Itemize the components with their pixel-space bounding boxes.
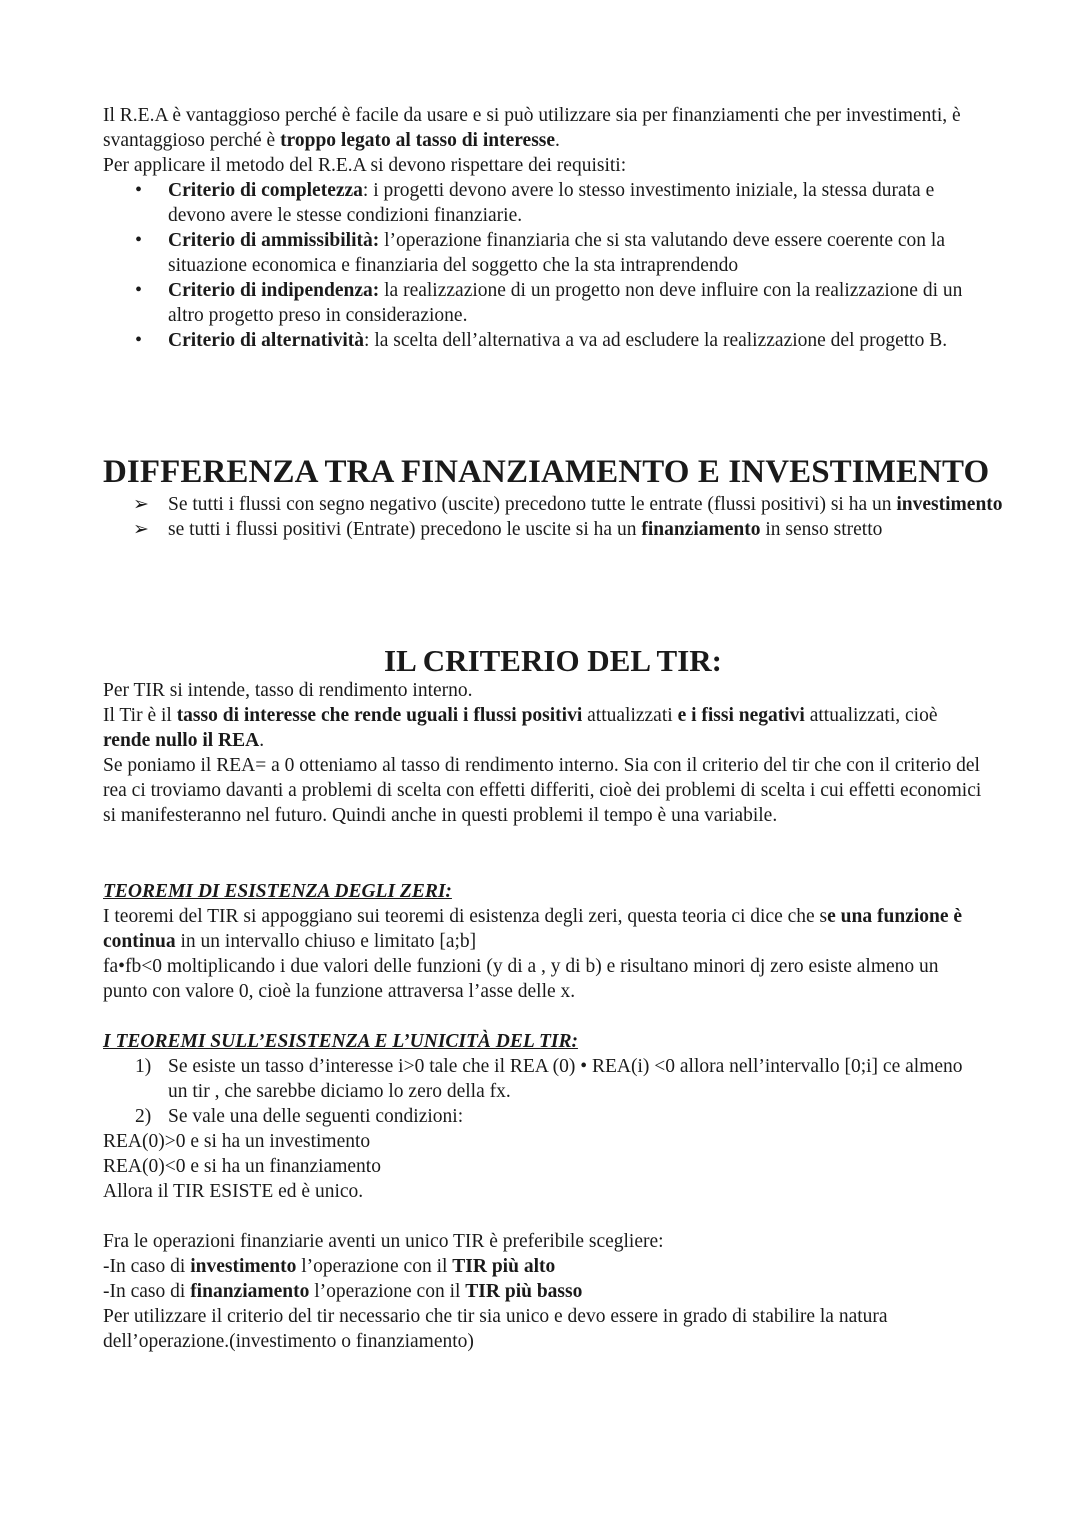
teoremi-tir-list (103, 1054, 983, 1129)
arrow-bullet-icon: ➢ (133, 519, 149, 540)
rea-intro-paragraph (103, 103, 983, 153)
list-item (103, 178, 983, 228)
bullet-icon: • (135, 279, 143, 301)
list-item (103, 328, 983, 353)
text-run: I teoremi del TIR si appoggiano sui teoremi di esistenza degli zeri, questa teoria ci dice che s (103, 906, 828, 927)
text-run: l’operazione con il (296, 1256, 453, 1277)
differenza-section (103, 452, 1003, 542)
bold-text: investimento (190, 1256, 297, 1277)
item-text: Se vale una delle seguenti condizioni: (168, 1106, 464, 1127)
condition-finanziamento: REA(0)<0 e si ha un finanziamento (103, 1156, 381, 1177)
bold-text: finanziamento (190, 1281, 310, 1302)
criterion-text: : la scelta dell’alternativa a va ad escludere la realizzazione del progetto B. (364, 330, 948, 351)
condition-investimento: REA(0)>0 e si ha un investimento (103, 1131, 371, 1152)
bold-text: e una funzione è continua (103, 906, 963, 952)
bold-text: investimento (896, 494, 1003, 515)
text-run: l’operazione con il (309, 1281, 466, 1302)
bold-text: TIR più basso (465, 1281, 583, 1302)
text-run: Il R.E.A è vantaggioso perché è facile da usare e si può utilizzare sia per finanziamenti che per investimenti, è svantaggioso perché è (103, 105, 961, 151)
item-number: 2) (135, 1106, 152, 1127)
bold-text: troppo legato al tasso di interesse (280, 130, 556, 151)
teoremi-tir-heading: I TEOREMI SULL’ESISTENZA E L’UNICITÀ DEL TIR: (103, 1031, 578, 1052)
teoremi-zeri-paragraph (103, 904, 983, 954)
list-item (103, 492, 1003, 517)
list-item (103, 1054, 983, 1104)
text-run: -In caso di (103, 1281, 191, 1302)
bold-text: rende nullo il REA (103, 730, 260, 751)
teoremi-zeri-paragraph-2: fa•fb<0 moltiplicando i due valori delle funzioni (y di a , y di b) e risultano minori dj zero esiste almeno un punto con valore 0, cioè la funzione attraversa l’asse delle x. (103, 956, 939, 1002)
scelta-final: Per utilizzare il criterio del tir necessario che tir sia unico e devo essere in grado di stabilire la natura dell’operazione.(investimento o finanziamento) (103, 1306, 888, 1352)
tir-paragraph-1 (103, 703, 983, 753)
tir-section (103, 642, 1003, 680)
criterion-text: : i progetti devono avere lo stesso investimento iniziale, la stessa durata e devono avere le stesse condizioni finanziarie. (168, 180, 935, 226)
criterion-text: la realizzazione di un progetto non deve influire con la realizzazione di un altro progetto preso in considerazione. (168, 280, 963, 326)
text-run: . (555, 130, 560, 151)
rea-section (103, 103, 983, 353)
teoremi-tir-section (103, 1029, 983, 1204)
list-item (103, 517, 1003, 542)
list-item (103, 1104, 983, 1129)
tir-conclusion: Allora il TIR ESISTE ed è unico. (103, 1181, 364, 1202)
bullet-icon: • (135, 329, 143, 351)
tir-paragraph-2: Se poniamo il REA= a 0 otteniamo al tasso di rendimento interno. Sia con il criterio del tir che con il criterio del rea ci troviamo davanti a problemi di scelta con effetti differiti, cioè dei problemi di scelta i cui effetti economici si manifesteranno nel futuro. Quindi anche in questi problemi il tempo è una variabile. (103, 755, 982, 826)
list-item (103, 228, 983, 278)
teoremi-zeri-heading: TEOREMI DI ESISTENZA DEGLI ZERI: (103, 881, 452, 902)
tir-heading: IL CRITERIO DEL TIR: (384, 643, 722, 678)
differenza-list (103, 492, 1003, 542)
item-number: 1) (135, 1056, 152, 1077)
bold-text: finanziamento (641, 519, 761, 540)
differenza-item-text (168, 519, 882, 540)
tir-body (103, 678, 983, 828)
text-run: attualizzati, cioè (804, 705, 938, 726)
text-run: in senso stretto (760, 519, 883, 540)
text-run: se tutti i flussi positivi (Entrate) precedono le uscite si ha un (168, 519, 642, 540)
text-run: attualizzati (582, 705, 678, 726)
rea-requirements-intro: Per applicare il metodo del R.E.A si devono rispettare dei requisiti: (103, 155, 627, 176)
arrow-bullet-icon: ➢ (133, 494, 149, 515)
bullet-icon: • (135, 179, 143, 201)
bold-text: tasso di interesse che rende uguali i flussi positivi (176, 705, 583, 726)
rea-criteria-list (103, 178, 983, 353)
criterion-term: Criterio di ammissibilità: (168, 230, 380, 251)
text-run: -In caso di (103, 1256, 191, 1277)
scelta-intro: Fra le operazioni finanziarie aventi un unico TIR è preferibile scegliere: (103, 1231, 664, 1252)
tir-definition: Per TIR si intende, tasso di rendimento interno. (103, 680, 473, 701)
bold-text: e i fissi negativi (677, 705, 805, 726)
bold-text: TIR più alto (452, 1256, 556, 1277)
criterion-term: Criterio di alternatività (168, 330, 365, 351)
text-run: in un intervallo chiuso e limitato [a;b] (175, 931, 477, 952)
text-run: . (259, 730, 265, 751)
scelta-investimento (103, 1254, 983, 1279)
text-run: Se tutti i flussi con segno negativo (uscite) precedono tutte le entrate (flussi positivi) si ha un (168, 494, 897, 515)
teoremi-zeri-section (103, 879, 983, 1004)
item-text: Se esiste un tasso d’interesse i>0 tale che il REA (0) • REA(i) <0 allora nell’intervallo [0;i] ce almeno un tir , che sarebbe diciamo lo zero della fx. (168, 1056, 963, 1102)
criterion-term: Criterio di completezza (168, 180, 363, 201)
differenza-heading: DIFFERENZA TRA FINANZIAMENTO E INVESTIMENTO (103, 454, 990, 490)
text-run: Il Tir è il (103, 705, 177, 726)
bullet-icon: • (135, 229, 143, 251)
scelta-section (103, 1229, 983, 1354)
scelta-finanziamento (103, 1279, 983, 1304)
list-item (103, 278, 983, 328)
criterion-term: Criterio di indipendenza: (168, 280, 380, 301)
differenza-item-text (168, 494, 1003, 515)
criterion-text: l’operazione finanziaria che si sta valutando deve essere coerente con la situazione economica e finanziaria del soggetto che la sta intraprendendo (168, 230, 945, 276)
